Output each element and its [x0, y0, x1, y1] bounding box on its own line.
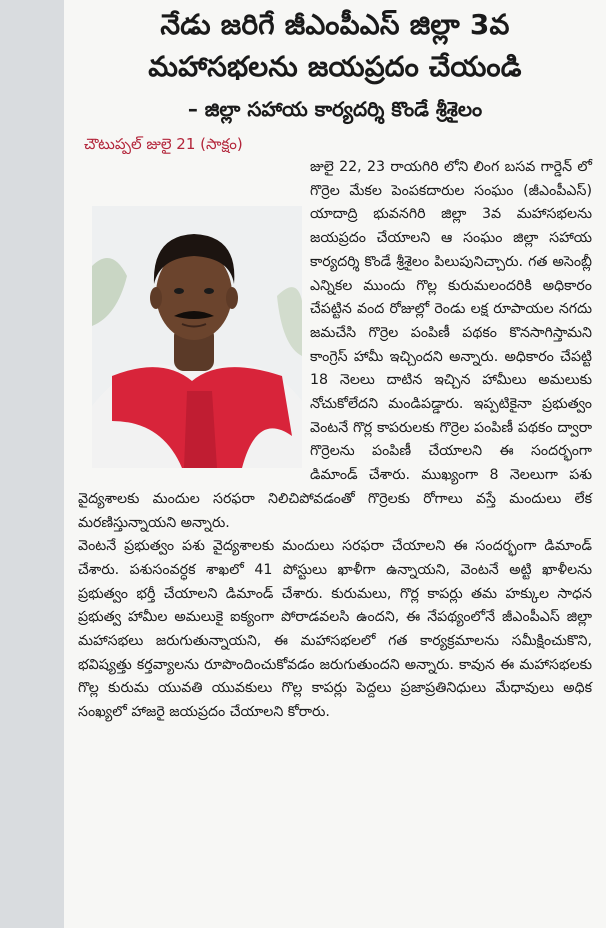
- subheadline: – జిల్లా సహాయ కార్యదర్శి కొండే శ్రీశైలం: [187, 97, 483, 121]
- headline-line-1: నేడు జరిగే జీఎంపీఎస్ జిల్లా 3వ: [160, 8, 510, 41]
- headline: [78, 4, 592, 88]
- news-clipping: [64, 0, 606, 928]
- paragraph-2: వెంటనే ప్రభుత్వం పశు వైద్యశాలకు మందులు సరఫరా చేయాలని ఈ సందర్భంగా డిమాండ్ చేశారు. పశుసంవర్ధక శాఖలో 41 పోస్టులు ఖాళీగా ఉన్నాయని, వెంటనే అట్టి ఖాళీలను ప్రభుత్వం భర్తీ చేయాలని డిమాండ్ చేశారు. కురుమలు, గొర్ల కాపర్లు తమ హక్కుల సాధన ప్రభుత్వ హామీల అమలుకై ఐక్యంగా పోరాడవలసి ఉందని, ఈ నేపథ్యంలోనే జీఎంపీఎస్ జిల్లా మహాసభలు జరుగుతున్నాయని, ఈ మహాసభలలో గత కార్యక్రమాలను సమీక్షించుకొని, భవిష్యత్తు కర్తవ్యాలను రూపొందించుకోవడం జరుగుతుందని అన్నారు. కావున ఈ మహాసభలకు గొల్ల కురుమ యువతి యువకులు గొల్ల కాపర్లు పెద్దలు ప్రజాప్రతినిధులు మేధావులు అధిక సంఖ్యలో హాజరై జయప్రదం చేయాలని కోరారు.: [78, 538, 592, 721]
- person-photo-illustration: [92, 206, 302, 468]
- dateline: చౌటుప్పల్ జులై 21 (సాక్షం): [84, 135, 243, 153]
- headline-line-2: మహాసభలను జయప్రదం చేయండి: [148, 50, 522, 83]
- paragraph-1: జులై 22, 23 రాయగిరి లోని లింగ బసవ గార్డెన్ లో గొర్రెల మేకల పెంపకదారుల సంఘం (జీఎంపీఎస్) యాదాద్రి భువనగిరి జిల్లా 3వ మహాసభలను జయప్రదం చేయాలని ఆ సంఘం జిల్లా సహాయ కార్యదర్శి కొండే శ్రీశైలం పిలుపునిచ్చారు. గత అసెంబ్లీ ఎన్నికల ముందు గొల్ల కురుమలందరికి అధికారం చేపట్టిన వంద రోజుల్లో రెండు లక్ష రూపాయల నగదు జమచేసి గొర్రెల పంపిణీ పథకం కొనసాగిస్తామని కాంగ్రెస్ హామీ ఇచ్చిందని అన్నారు. అధికారం చేపట్టి 18 నెలలు దాటిన ఇచ్చిన హామీలు అమలుకు నోచుకోలేదని మండిపడ్డారు. ఇప్పటికైనా ప్రభుత్వం వెంటనే గొర్ల కాపరులకు గొర్రెల పంపిణీ పథకం ద్వారా గొర్రెలను పంపిణీ చేయాలని ఈ సందర్భంగా డిమాండ్ చేశారు. ముఖ్యంగా 8 నెలలుగా పశు వైద్యశాలకు మందుల సరఫరా నిలిచిపోవడంతో గొర్రెలకు రోగాలు వస్తే మందులు లేక మరణిస్తున్నాయని అన్నారు.: [78, 159, 592, 531]
- person-photo: [92, 206, 302, 468]
